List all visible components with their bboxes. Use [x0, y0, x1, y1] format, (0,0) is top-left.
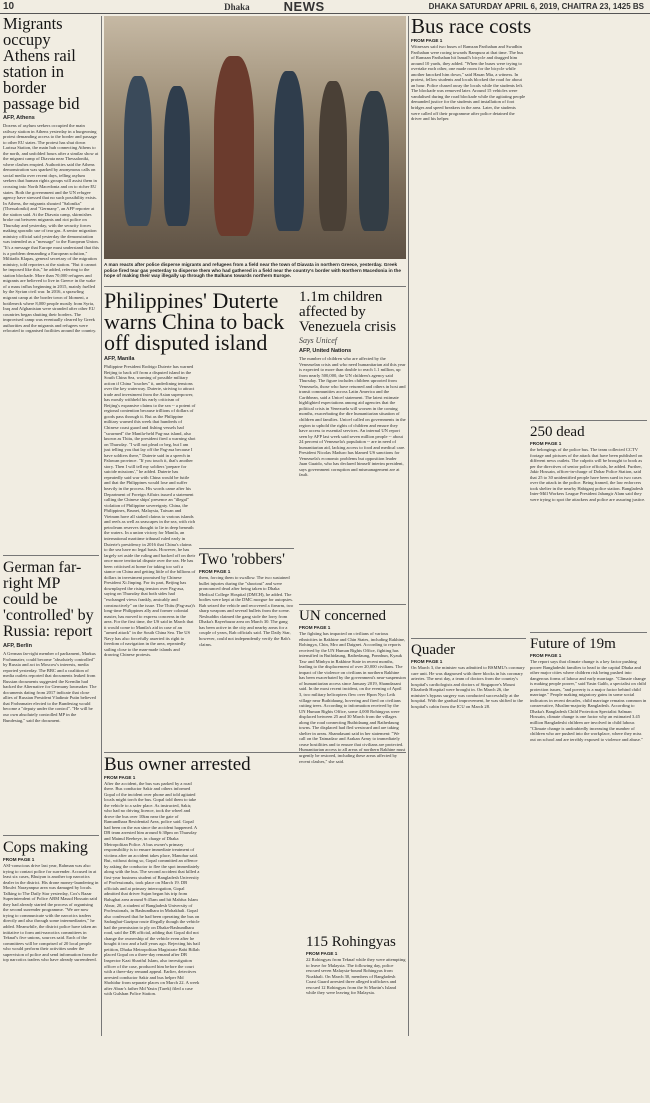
left-column — [3, 16, 99, 1036]
bus-race-body: Witnesses said two buses of Ramzan Paribahan and Swadhin Paribahan were racing towards Rampura at that time. The bus of Ramzan Paribahan hit Ismail's bicycle and dragged him around 10 yards, they added. "When the buses were trying to overtake each other, one made room for the bicycle while another knocked him down," said Hasan Mia, a witness. In protest, fellow students and locals blocked the road for about an hour. Police chased away the locals while the students left. The blockade was removed later. Around 15 vehicles were vandalised during the road blockade while the agitating people demanded justice for the students and installation of foot bridges and speed breakers in the area. Later, the students were called off their programme after police detained the driver and his helper. — [411, 44, 526, 122]
dead-article — [530, 420, 647, 630]
rohingyas-headline: 115 Rohingyas — [306, 934, 396, 950]
column-rule — [408, 16, 409, 1036]
dead-body: the belongings of the police bus. The team collected CCTV footage and pictures of the attack that have been published on different news outlets. The culprits will be brought to book as per the directives of senior police officials, he added. Further, Jakir Hossain, officer-in-charge of Dohar Police Station, said that 25 to 30 unidentified people have been sued in two cases over the attack in the police. Being framed, the law enforcers took shelter in the nearby Habiganj police station. Bangladesh Inter-Mill Workers League President Jahangir Alam said they were trying to spot the attackers and police are assuring justice. — [530, 447, 646, 502]
duterte-body: Philippine President Rodrigo Duterte has warned Beijing to back off from a disputed island in the South China Sea, warning of possible military action if China "touches" it, underlining tensions over the key waterway. Duterte, striving to attract trade and investment from the Asian superpower, has mostly withheld his early criticism of Beijing's expansive claims to the sea -- a potent of regional contention because trillions of dollars of goods pass through it. But as the Philippine military warned this week that hundreds of Chinese coast guard and fishing vessels had "swarmed" the Manila-held Pag-asa island, also known as Thitu, the president fired a warning shot on Thursday. "I will not plead or beg, but I am just telling you that lay off the Pag-asa because I have soldiers there," Duterte said in a speech in Palawan province. "If you touch it, that's another story. Then I will tell my soldiers 'prepare for suicide missions'," he added. Duterte has repeatedly said war with China would be futile and that the Philippines would lose and suffer heavily in the process. His words came after his Department of Foreign Affairs issued a statement calling the Chinese ships' presence an "illegal" violation of Philippine sovereignty. China, the Philippines, Brunei, Malaysia, Taiwan and Vietnam have all staked claims to various islands and reefs as well as seascapes in the sea, with rich petroleum reserves thought to lie in deep beneath the waters. In a union victory for Manila, an international maritime tribunal ruled early in Duterte's presidency in 2016 that China's claims to the sea have no legal basis. However, he has largely set aside the ruling and backed off on their once more territorial dispute over the sea. He has been criticised at home for taking too soft a stance on China and getting little of the billions of dollars in investment promised by Chinese President Xi Jinping. For its part, Beijing has downplayed the rising tension over Pag-asa, saying on Thursday that both sides had "exchanged views frankly, amicably and constructively" on the issue. The Thitu (Pag-asa)'s long-time Philippines ally and former colonial master, has moved to express concerns in the area. For the first time, the US said in March that it would come to Manila's aid in case of an "armed attack" in the South China Sea. The US Navy has also forcefully asserted its right to freedom of navigation in the area, repeatedly sailing close to the man-made islands and drawing Chinese protests. — [104, 364, 196, 658]
divider — [3, 555, 99, 556]
german-headline: German far-right MP could be 'controlled' by Russia: report — [3, 559, 94, 640]
robbers-article — [199, 548, 294, 708]
future-body: The report says that climate change is a key factor pushing poorer Bangladeshi families to head to the capital Dhaka and other major cities where children risk being pushed into dangerous forms of labour and early marriage. "Climate change is making people poorer," said Yasin Galib, a specialist on child protection issues, "and poverty is a major factor behind child marriage." People making migratory gains in some social indicators in recent decades, child marriage remains common in conservative, Muslim-majority Bangladesh. According to Dhaka's Bangladesh Child Protection Specialist Salman Hossain, climate change is one factor why an estimated 3.45 million Bangladeshi children are involved in child labour. "Climate change is undoubtedly increasing the number of children who are pushed into the workplace, where they miss out on school and are terribly exposed to violence and abuse." — [530, 659, 647, 742]
masthead-bar — [0, 0, 650, 14]
divider — [530, 420, 647, 421]
robbers-byline: FROM PAGE 1 — [199, 569, 231, 574]
police-figure — [274, 71, 304, 231]
quader-body: On March 3, the minister was admitted to BSMMU's coronary care unit. He was diagnosed with three blocks in his coronary arteries. The next day, a team of doctors from the country's hospital's cardiologists and doctors of Singapore's Mount Elizabeth Hospital were brought in. On March 26, the minister's bypass surgery was conducted successfully at the hospital. With the gradual improvement, he was shifted to the hospital's cabin from the ICU on March 28. — [411, 665, 525, 709]
bus-owner-body: After the accident, the bus was parked by a road there. Bus conductor Sakir and others informed Gopal of the incident over phone and told agitated locals might torch the bus. Gopal told them to take the vehicle to a safer place. As instructed, Sakir, who had no driving licence, took the wheel and drove the bus over 10km near the gate of Ramundhara Residential Area, police said. Gopal had been on the run since the accident happened. A DB team arrested him around 6:30pm on Thursday and Mainul Reebeye, in charge of Dhaka Metropolitan Police. A bus owner's primary responsibility is to ensure immediate treatment of victims after an accident takes place, Manohar said. But, without doing so, Gopal committed an offence by asking the conductor to flee the spot immediately along with the bus. The second accident that killed a first-year business student of Bangladesh University of Professionals, took place on March 19. DB officials and at primary interrogation, Gopal admitted that driver Sujan began his trip from Balughat area around 9:45am and hit Mahfuz Islam Abrar, 20, a student of Bangladesh University of Professionals, in Bashundhara in Mohakhali. Gopal also confessed that he had been operating the bus on Sadarghat-Gazipur route illegally though the vehicle had the permission to ply on Dhaka-Bashundhara road, said the DB official, adding that Gopal did not change the ownership of the vehicle even after he bought it two and a half years ago. Rejecting his bail petition, Dhaka Metropolitan Magistrate Babi Billah placed Gopal on a three-day remand after DB Inspector Kazi Shariful Islam, also investigation officer of the case, produced him before the court with a three-day remand appeal. Earlier, detectives arrested conductor Sakir and bus helper Md Shohidur from separate places on March 22. A week after Abrar's father Md Yasin (Tarek) filed a case with Gulshan Police Station. — [104, 780, 200, 997]
future-byline: FROM PAGE 1 — [530, 653, 562, 658]
divider — [530, 632, 647, 633]
bus-race-headline: Bus race costs — [411, 14, 532, 38]
column-rule — [101, 16, 102, 1036]
future-article — [530, 632, 647, 1036]
german-body: A German far-right member of parliament, Markus Frohnmaier, could become "absolutely controlled" by Russia and act in Moscow's interests, media reported yesterday. The BBC and a coalition of media outlets reported that documents leaked from Russian documents suggested the Kremlin had backed the Alternative for Germany lawmaker. The documents dating from 2017 indicate that close allies of Russian President Vladimir Putin believed that Frohnmaier elected to the Bundestag would become a "deputy under the control". "He will be our own absolutely controlled MP in the Bundestag," said the document. — [3, 651, 97, 723]
cops-body: ASI-conscious drive last year, Rahman was also trying to contact police for surrender. Accused in at least six cases, Bhuiyan is another top narcotics dealer in the district. His drone money-laundering in Moulvi Narayanpur area was damaged by locals. Talking to The Daily Star yesterday, Cox's Bazar Superintendent of Police ABM Masud Hossain said they had already started the process of organising the second surrender programme. "We are now trying to communicate with the narcotics traders directly and also through some intermediaries," he added. Meanwhile, the district police have taken an initiative to form anti-narcotics committees in Teknaf's five unions, sources said. Each of the committees will be comprised of 20 local people who would perform their activities under the supervision of police and send information from the top narcotics traders who have already surrendered. — [3, 863, 99, 963]
photo-caption: A man reacts after police disperse migrants and refugees from a field near the town of Diavata in northern Greece, yesterday. Greek police fired tear gas yesterday to disperse them who had gathered in a field near the country's border with Northern Macedonia in the hope of making their way illegally up through the Balkans towards northern Europe. — [104, 262, 402, 279]
police-figure — [124, 76, 152, 226]
divider — [299, 604, 406, 605]
venezuela-article — [299, 290, 406, 602]
migrant-figure — [319, 81, 347, 231]
divider — [104, 286, 406, 287]
page-number: 10 — [3, 1, 15, 12]
migrants-byline: AFP, Athens — [3, 115, 35, 121]
bus-owner-headline: Bus owner arrested — [104, 754, 251, 775]
venezuela-kicker: Says Unicef — [299, 336, 337, 345]
un-article — [299, 604, 406, 764]
newspaper-brand: Dhaka — [224, 1, 250, 12]
migrants-photo — [104, 16, 406, 259]
rohingyas-article — [306, 934, 406, 1036]
german-byline: AFP, Berlin — [3, 643, 32, 649]
rohingyas-body: 22 Rohingyas from Teknaf while they were attempting to leave for Malaysia. The following day, police rescued seven Malaysia-bound Rohingyas from Noakhali. On March 30, members of Bangladesh Coast Guard arrested three alleged traffickers and rescued 12 Rohingyas from the St Martin's Island while they were leaving for Malaysia. — [306, 957, 406, 996]
future-headline: Future of 19m — [530, 636, 616, 652]
divider — [199, 548, 294, 549]
rohingyas-byline: FROM PAGE 1 — [306, 951, 338, 956]
quader-byline: FROM PAGE 1 — [411, 659, 443, 664]
divider — [3, 835, 99, 836]
duterte-byline: AFP, Manila — [104, 356, 135, 362]
quader-article — [411, 638, 526, 1036]
robbers-body: them, forcing them to swallow. The two sustained bullet injuries during the "shootout" and were pronounced dead after being taken to Dhaka Medical College Hospital (DMCH), he added. The bodies were kept at the DMC morgue for autopsies. Rab seized the vehicle and recovered a firearm, two sharp weapons and several bullets from the scene. Neshuddin claimed the gang stole the lorry from Dhaka's Rayerbazar area on March 30. The gang has been active in the city and nearby areas for a couple of years, Rab officials said. The Daily Star, however, could not independently verify the Rab's claims. — [199, 575, 294, 647]
un-byline: FROM PAGE 1 — [299, 625, 331, 630]
migrants-headline: Migrants occupy Athens rail station in border passage bid — [3, 14, 80, 113]
divider — [411, 638, 526, 639]
un-headline: UN concerned — [299, 608, 387, 624]
bus-owner-byline: FROM PAGE 1 — [104, 774, 136, 780]
venezuela-headline: 1.1m children affected by Venezuela crisis — [299, 289, 397, 335]
bus-race-byline: FROM PAGE 1 — [411, 38, 443, 43]
dead-byline: FROM PAGE 1 — [530, 441, 562, 446]
issue-date: DHAKA SATURDAY APRIL 6, 2019, CHAITRA 23, 1425 BS — [428, 2, 644, 11]
quader-headline: Quader — [411, 642, 456, 658]
cops-byline: FROM PAGE 1 — [3, 857, 35, 862]
venezuela-byline: AFP, United Nations — [299, 348, 352, 354]
migrants-body: Dozens of asylum seekers occupied the main railway station in Athens yesterday in a burgeoning protest demanding access to the border and passage to other EU states. The protest has shut down Larissa Station, the main hub connecting Athens to the north, and unfolded hours after a similar show at the migrant camp of Diavata near Thessaloniki, where clashes erupted. Authorities said the Athens demonstration was sparked by anonymous calls on social media over recent days, telling asylum seekers that human rights groups will assist them in crossing into North Macedonia and on to richer EU states. Both the government and the UN refugee agency have stressed that no such possibility exists. In Athens, the migrants shouted "Salonika" (Thessaloniki) and "Germany", an AFP reporter at the station said. At the Diavata camp, skirmishes broke out between migrants and riot police on Thursday and yesterday, with the security forces making sporadic use of tear gas. A senior migration ministry official said yesterday the demonstration was intended as a "message" to the European Union. "It's a message that Europe must understand that this is a problem demanding a European solution," Miltiadis Klapas, general secretary of the migration ministry, told reporters at the station. "But it cannot be imposed like this," he added, referring to the station blockade. More than 70,000 refugees and migrants are believed to live in Greece in the wake of a mass influx beginning in 2015, mainly fuelled by the Syrian civil war. In 2016, a sprawling migrant camp at the border town of Idomeni, a bottleneck where 8,000 people mostly from Syria, Iraq and Afghanistan were stranded after other EU countries began shutting their borders. The improvised camp was eventually cleared by Greek authorities and the migrants and refugees were relocated to organised facilities around the country. — [3, 123, 99, 334]
duterte-headline: Philippines' Duterte warns China to back off disputed island — [104, 288, 285, 355]
dead-headline: 250 dead — [530, 424, 585, 440]
section-title: NEWS — [283, 0, 325, 14]
venezuela-body: The number of children who are affected by the Venezuelan crisis and who need humanitarian aid this year is expected to more than double to reach 1.1 million, up from nearly 500,000, the UN children's agency said Thursday. The figure includes children uprooted from Venezuela, those who have returned and others in host and transit communities across Latin America and the Caribbean, said a Unicef statement. The latest estimate highlighted expectations among aid agencies that the political crisis in Venezuela will worsen in the coming months, exacerbating the dire humanitarian situation of children and families. Unicef called on governments in the region to uphold the rights of children and ensure they have access to essential services. An internal UN report seen by AFP last week said seven million people -- about 24 percent of Venezuela's population -- are in need of humanitarian aid, lacking access to food and medical care. President Nicolas Maduro has blamed US sanctions for Venezuela's economic problems but opposition leader Juan Guaido, who has declared himself interim president, says government corruption and mismanagement are at fault. — [299, 356, 406, 478]
cops-headline: Cops making — [3, 839, 88, 856]
police-figure — [359, 91, 389, 231]
robbers-headline: Two 'robbers' — [199, 551, 285, 568]
police-figure — [164, 86, 190, 226]
man-figure — [214, 56, 254, 236]
un-body: The fighting has impacted on civilians of various ethnicities in Rakhine and Chin States, including Rakhine, Rohingya, Chin, Mro and Daignet. According to reports received by the UN Human Rights Office, fighting has intensified in Buthidaung, Rathedaung, Ponnhun, Kyauk Taw and Minbya in Rakhine State in recent months, leading to the displacement of over 20,000 civilians. The impact of the violence on civilians in northern Rakhine has been exacerbated by the government's near-suspension of humanitarian access since January 2019, Shamdasani said. In the most recent incident, on the evening of April 3, two military helicopters flew over Hpon Nyo Leik village near Buthidaung, hovering and fired on civilians cutting trees. According to information received by the UN Human Rights Office, some 4,000 Rohingyas were displaced between 25 and 30 March from the villages along the road connecting Buthidaung and Rathedaung towns. The displaced had fled westward and are taking shelter in areas. Shamdasani said in her statement: "We call on the Tatmadaw and Arakan Army to immediately cease hostilities and to ensure that civilians are protected. Humanitarian access to all areas of northern Rakhine must urgently be restored, including these areas affected by recent clashes," she said. — [299, 631, 406, 764]
